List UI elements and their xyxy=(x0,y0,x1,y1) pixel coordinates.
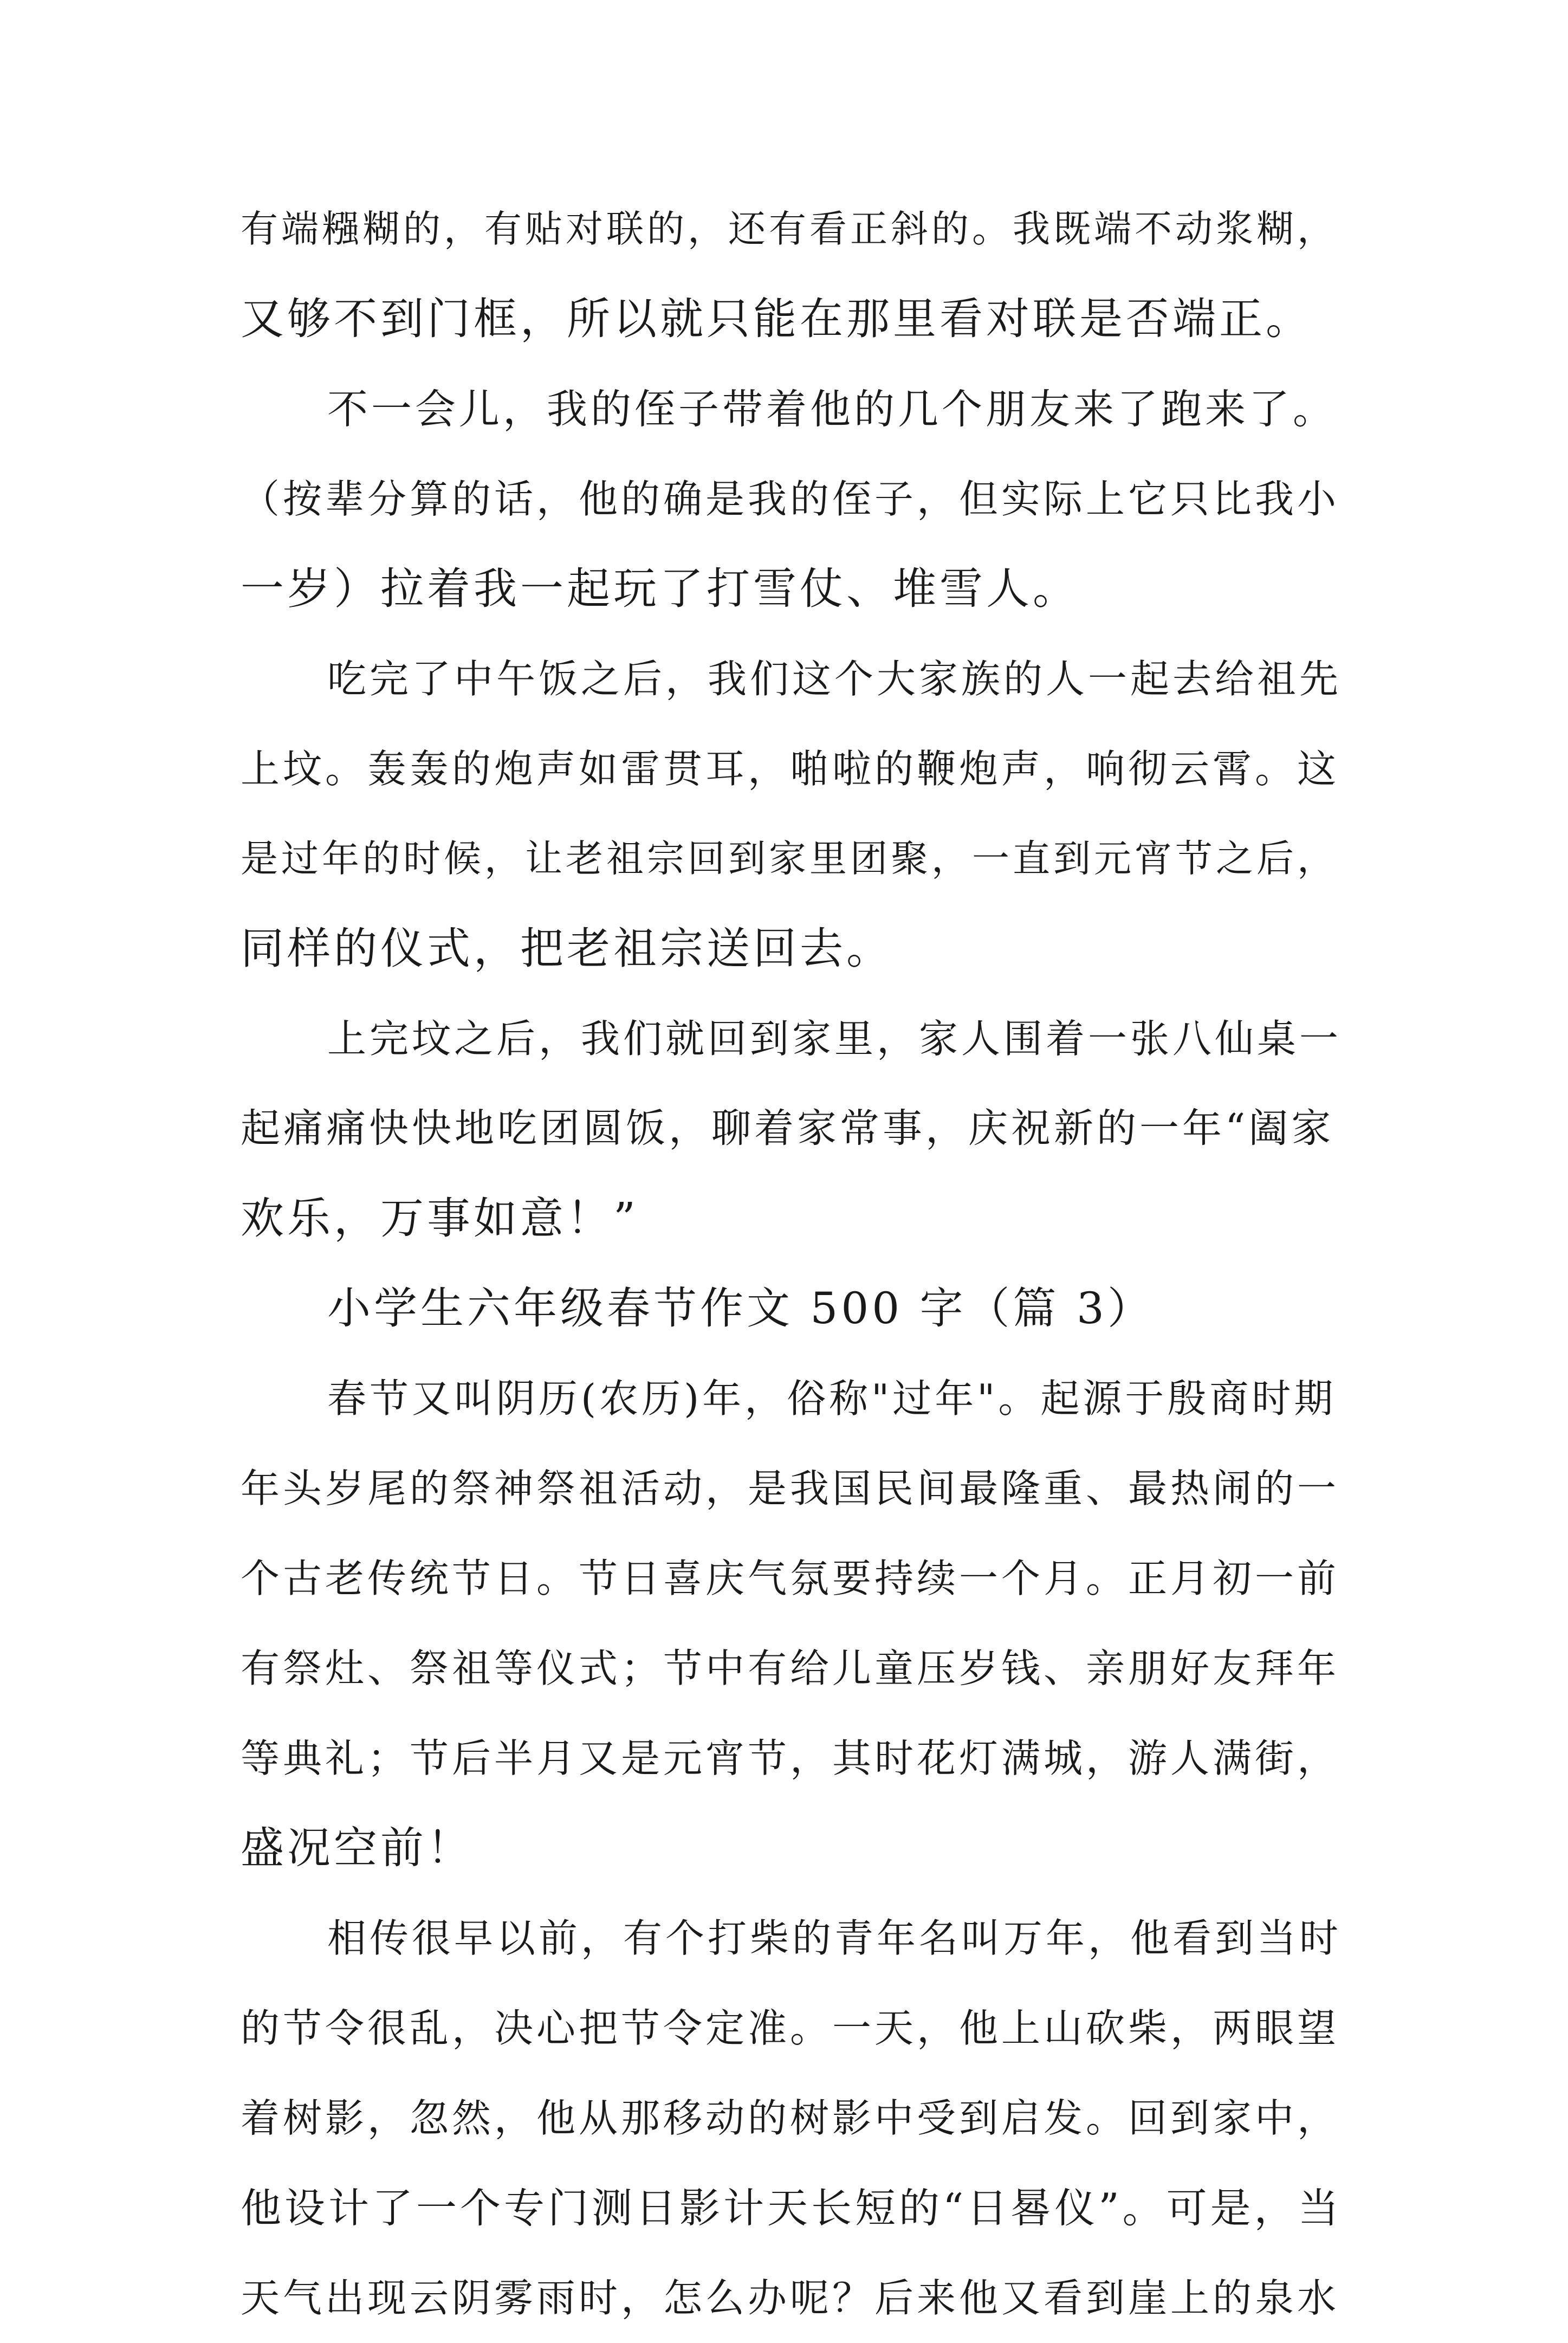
text-line: 个古老传统节日。节日喜庆气氛要持续一个月。正月初一前 xyxy=(241,1556,1340,1601)
text-line: 又够不到门框，所以就只能在那里看对联是否端正。 xyxy=(241,294,1312,344)
text-line: 等典礼；节后半月又是元宵节，其时花灯满城，游人满街， xyxy=(241,1736,1340,1781)
text-line: 他设计了一个专门测日影计天长短的“日晷仪”。可是，当 xyxy=(241,2184,1342,2232)
text-line: 年头岁尾的祭神祭祖活动，是我国民间最隆重、最热闹的一 xyxy=(241,1466,1340,1511)
text-line: 有端糨糊的，有贴对联的，还有看正斜的。我既端不动浆糊， xyxy=(241,208,1338,251)
text-line: 上坟。轰轰的炮声如雷贯耳，啪啦的鞭炮声，响彻云霄。这 xyxy=(241,746,1340,792)
text-line: 天气出现云阴雾雨时，怎么办呢？后来他又看到崖上的泉水 xyxy=(241,2275,1340,2321)
text-line: 是过年的时候，让老祖宗回到家里团聚，一直到元宵节之后， xyxy=(241,837,1338,881)
text-line: 着树影，忽然，他从那移动的树影中受到启发。回到家中， xyxy=(241,2095,1340,2141)
document-body xyxy=(241,184,1343,2343)
text-line: 一岁）拉着我一起玩了打雪仗、堆雪人。 xyxy=(241,564,1079,614)
text-line: 小学生六年级春节作文 500 字（篇 3） xyxy=(327,1283,1154,1334)
text-line: 欢乐，万事如意！” xyxy=(241,1193,639,1244)
text-line: 的节令很乱，决心把节令定准。一天，他上山砍柴，两眼望 xyxy=(241,2005,1340,2051)
text-line: 上完坟之后，我们就回到家里，家人围着一张八仙桌一 xyxy=(327,1016,1342,1062)
text-line: （按辈分算的话，他的确是我的侄子，但实际上它只比我小 xyxy=(241,476,1340,522)
text-line: 有祭灶、祭祖等仪式；节中有给儿童压岁钱、亲朋好友拜年 xyxy=(241,1646,1340,1691)
text-line: 不一会儿，我的侄子带着他的几个朋友来了跑来了。 xyxy=(327,385,1337,433)
text-line: 春节又叫阴历(农历)年，俗称"过年"。起源于殷商时期 xyxy=(327,1376,1337,1421)
text-line: 吃完了中午饭之后，我们这个大家族的人一起去给祖先 xyxy=(327,656,1342,702)
text-line: 相传很早以前，有个打柴的青年名叫万年，他看到当时 xyxy=(327,1915,1342,1961)
text-line: 同样的仪式，把老祖宗送回去。 xyxy=(241,923,893,974)
text-line: 盛况空前！ xyxy=(241,1823,474,1873)
text-line: 起痛痛快快地吃团圆饭，聊着家常事，庆祝新的一年“阖家 xyxy=(241,1105,1334,1151)
